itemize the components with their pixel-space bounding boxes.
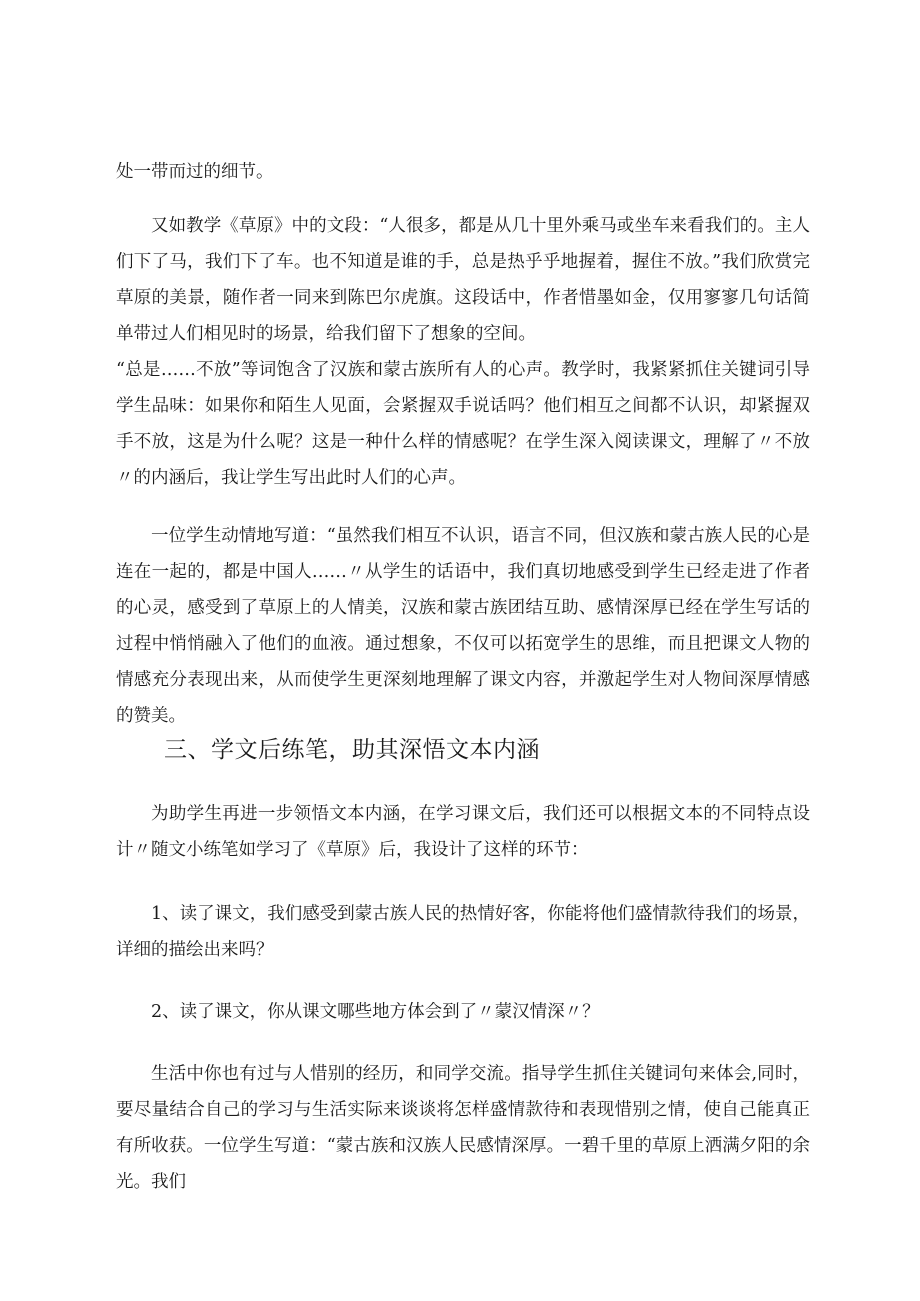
section-heading: 三、学文后练笔，助其深悟文本内涵 bbox=[164, 737, 540, 763]
paragraph-student-writing: 一位学生动情地写道：“虽然我们相互不认识，语言不同，但汉族和蒙古族人民的心是连在一起的，都是中国人……〃从学生的话语中，我们真切地感受到学生已经走进了作者的心灵，感受到了草原上的人情美，汉族和蒙古族团结互助、感情深厚已经在学生写话的过程中悄悄融入了他们的血液。通过想象，不仅可以拓宽学生的思维，而且把课文人物的情感充分表现出来，从而使学生更深刻地理解了课文内容，并激起学生对人物间深厚情感的赞美。 bbox=[116, 526, 810, 726]
paragraph-keyword-analysis: “总是……不放”等词饱含了汉族和蒙古族所有人的心声。教学时，我紧紧抓住关键词引导学生品味：如果你和陌生人见面，会紧握双手说话吗？他们相互之间都不认识，却紧握双手不放，这是为什么呢？这是一种什么样的情感呢？在学生深入阅读课文，理解了〃不放〃的内涵后，我让学生写出此时人们的心声。 bbox=[116, 360, 810, 488]
paragraph-farewell: 生活中你也有过与人惜别的经历，和同学交流。指导学生抓住关键词句来体会,同时，要尽量结合自己的学习与生活实际来谈谈将怎样盛情款待和表现惜别之情，使自己能真正有所收获。一位学生写道：“蒙古族和汉族人民感情深厚。一碧千里的草原上洒满夕阳的余光。我们 bbox=[116, 1064, 810, 1192]
paragraph-fragment: 处一带而过的细节。 bbox=[116, 162, 274, 182]
paragraph-practice-intro: 为助学生再进一步领悟文本内涵，在学习课文后，我们还可以根据文本的不同特点设计〃随文小练笔如学习了《草原》后，我设计了这样的环节： bbox=[116, 804, 810, 860]
list-item-question-2: 2、读了课文，你从课文哪些地方体会到了〃蒙汉情深〃？ bbox=[151, 1002, 600, 1022]
paragraph-grassland-excerpt: 又如教学《草原》中的文段：“人很多，都是从几十里外乘马或坐车来看我们的。主人们下了马，我们下了车。也不知道是谁的手，总是热乎乎地握着，握住不放。”我们欣赏完草原的美景，随作者一同来到陈巴尔虎旗。这段话中，作者惜墨如金，仅用寥寥几句话简单带过人们相见时的场景，给我们留下了想象的空间。 bbox=[116, 216, 810, 344]
list-item-question-1: 1、读了课文，我们感受到蒙古族人民的热情好客，你能将他们盛情款待我们的场景，详细的描绘出来吗？ bbox=[116, 904, 810, 960]
